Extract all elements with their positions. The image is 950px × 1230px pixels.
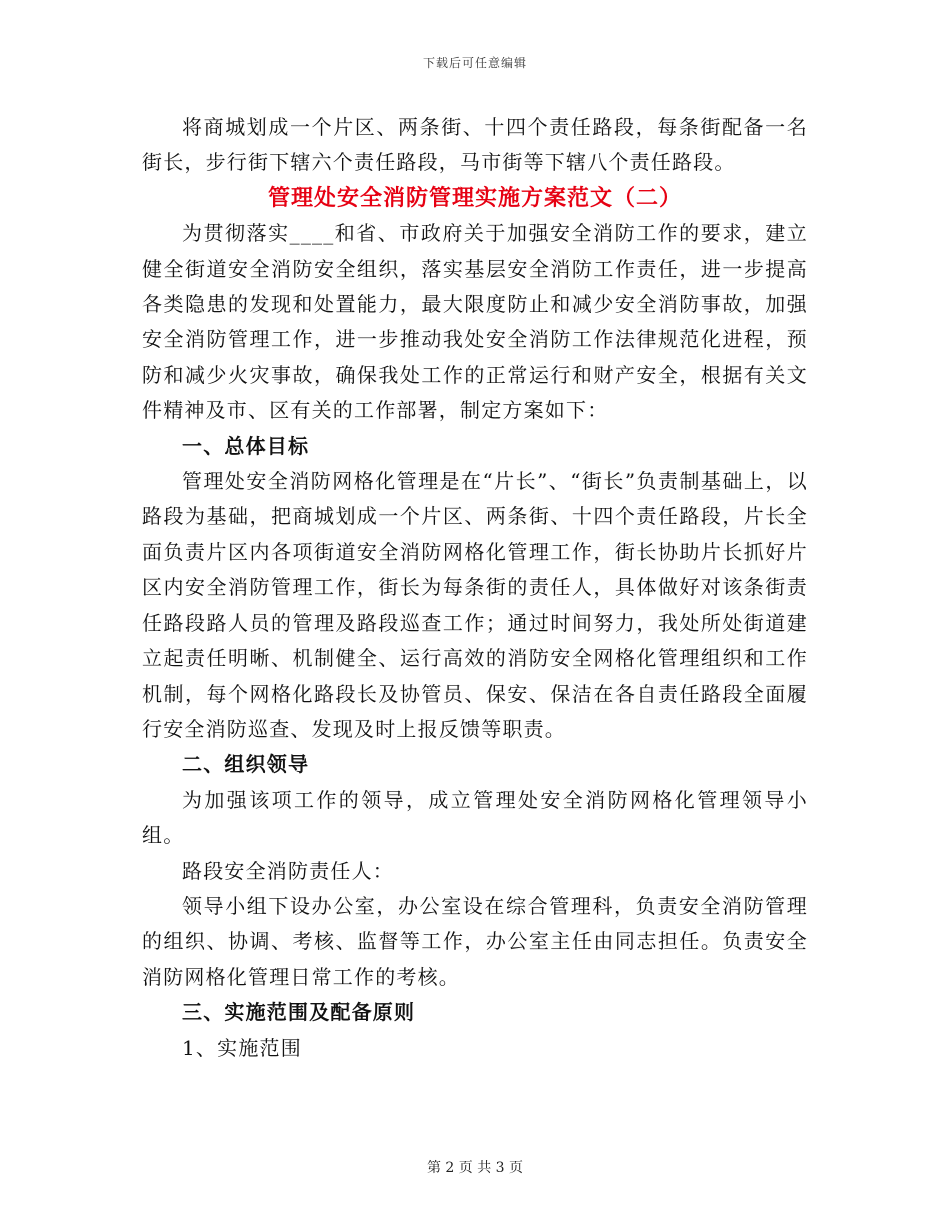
- intro-paragraph: 将商城划成一个片区、两条街、十四个责任路段，每条街配备一名街长，步行街下辖六个责任路段，马市街等下辖八个责任路段。: [142, 115, 808, 175]
- document-title: 管理处安全消防管理实施方案范文（二）: [267, 184, 682, 211]
- section-heading-1: 一、总体目标: [182, 433, 310, 458]
- paragraph-6: 1、实施范围: [182, 1035, 302, 1060]
- section-heading-2: 二、组织领导: [182, 752, 310, 777]
- paragraph-2: 管理处安全消防网格化管理是在“片长”、“街长”负责制基础上，以路段为基础，把商城划成一个片区、两条街、十四个责任路段，片长全面负责片区内各项街道安全消防网格化管理工作，街长协助片长抓好片区内安全消防管理工作，街长为每条街的责任人，具体做好对该条街责任路段路人员的管理及路段巡查工作；通过时间努力，我处所处街道建立起责任明晰、机制健全、运行高效的消防安全网格化管理组织和工作机制，每个网格化路段长及协管员、保安、保洁在各自责任路段全面履行安全消防巡查、发现及时上报反馈等职责。: [142, 469, 808, 741]
- section-heading-3: 三、实施范围及配备原则: [182, 1000, 416, 1025]
- header-note: 下载后可任意编辑: [422, 56, 527, 70]
- paragraph-3: 为加强该项工作的领导，成立管理处安全消防网格化管理领导小组。: [142, 787, 808, 848]
- paragraph-1: 为贯彻落实____和省、市政府关于加强安全消防工作的要求，建立健全街道安全消防安全组织，落实基层安全消防工作责任，进一步提高各类隐患的发现和处置能力，最大限度防止和减少安全消防事故，加强安全消防管理工作，进一步推动我处安全消防工作法律规范化进程，预防和减少火灾事故，确保我处工作的正常运行和财产安全，根据有关文件精神及市、区有关的工作部署，制定方案如下：: [142, 221, 808, 423]
- document-body: [142, 110, 808, 1066]
- paragraph-4: 路段安全消防责任人：: [182, 858, 394, 883]
- page-number: 第 2 页 共 3 页: [426, 1160, 524, 1176]
- paragraph-5: 领导小组下设办公室，办公室设在综合管理科，负责安全消防管理的组织、协调、考核、监督等工作，办公室主任由同志担任。负责安全消防网格化管理日常工作的考核。: [142, 893, 808, 989]
